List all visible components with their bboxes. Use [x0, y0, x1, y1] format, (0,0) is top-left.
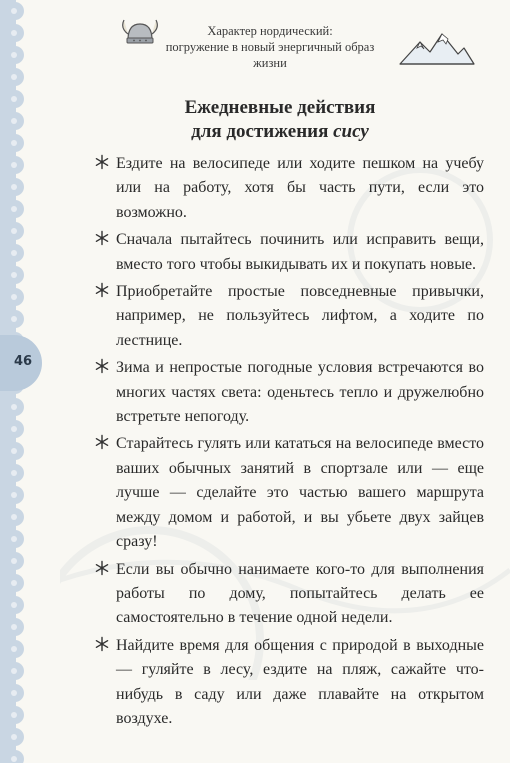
section-title-line-2 [120, 120, 440, 144]
list-item [96, 228, 484, 277]
mountains-icon [398, 30, 476, 68]
snowflake-bullet-icon [94, 636, 110, 652]
list-item-text: Старайтесь гулять или кататься на велосипеде вместо ваших обычных занятий в спортзале или — еще лучше — сделайте это частью вашего маршрута между домом и работой, и вы убьете двух зайцев сразу! [116, 435, 484, 551]
section-title-line-1: Ежедневные действия [184, 97, 376, 118]
list-item [96, 634, 484, 732]
section-title-sisu: сису [333, 121, 369, 142]
list-item [96, 356, 484, 429]
snowflake-bullet-icon [94, 560, 110, 576]
list-item-text: Найдите время для общения с природой в выходные — гуляйте в лесу, ездите на пляж, сажайте что-нибудь в саду или даже плавайте на открытом воздухе. [116, 636, 484, 727]
snowflake-bullet-icon [94, 154, 110, 170]
running-head-line-2: погружение в новый энергичный образ жизни [165, 40, 375, 70]
page-number: 46 [13, 354, 33, 369]
list-item [96, 432, 484, 554]
list-item-text: Ездите на велосипеде или ходите пешком на учебу или на работу, хотя бы часть пути, если это возможно. [116, 155, 484, 221]
list-item [96, 280, 484, 353]
running-head-line-1: Характер нордический: [207, 24, 333, 38]
snowflake-bullet-icon [94, 358, 110, 374]
snowflake-bullet-icon [94, 434, 110, 450]
list-item-text: Если вы обычно нанимаете кого-то для выполнения работы по дому, попытайтесь делать ее самостоятельно в течение одной недели. [116, 560, 484, 627]
snowflake-bullet-icon [94, 230, 110, 246]
snowflake-bullet-icon [94, 282, 110, 298]
list-item [96, 152, 484, 225]
running-head [150, 23, 390, 71]
list-item [96, 558, 484, 631]
section-title-line-2-prefix: для достижения [191, 121, 334, 142]
list-item-text: Сначала пытайтесь починить или исправить вещи, вместо того чтобы выкидывать их и покупать новые. [116, 231, 484, 273]
section-title [120, 96, 440, 144]
list-item-text: Приобретайте простые повседневные привычки, например, не пользуйтесь лифтом, а ходите по лестнице. [116, 283, 484, 349]
list-item-text: Зима и непростые погодные условия встречаются во многих частях света: оденьтесь тепло и дружелюбно встретьте непогоду. [116, 359, 484, 426]
daily-actions-list [96, 152, 484, 734]
